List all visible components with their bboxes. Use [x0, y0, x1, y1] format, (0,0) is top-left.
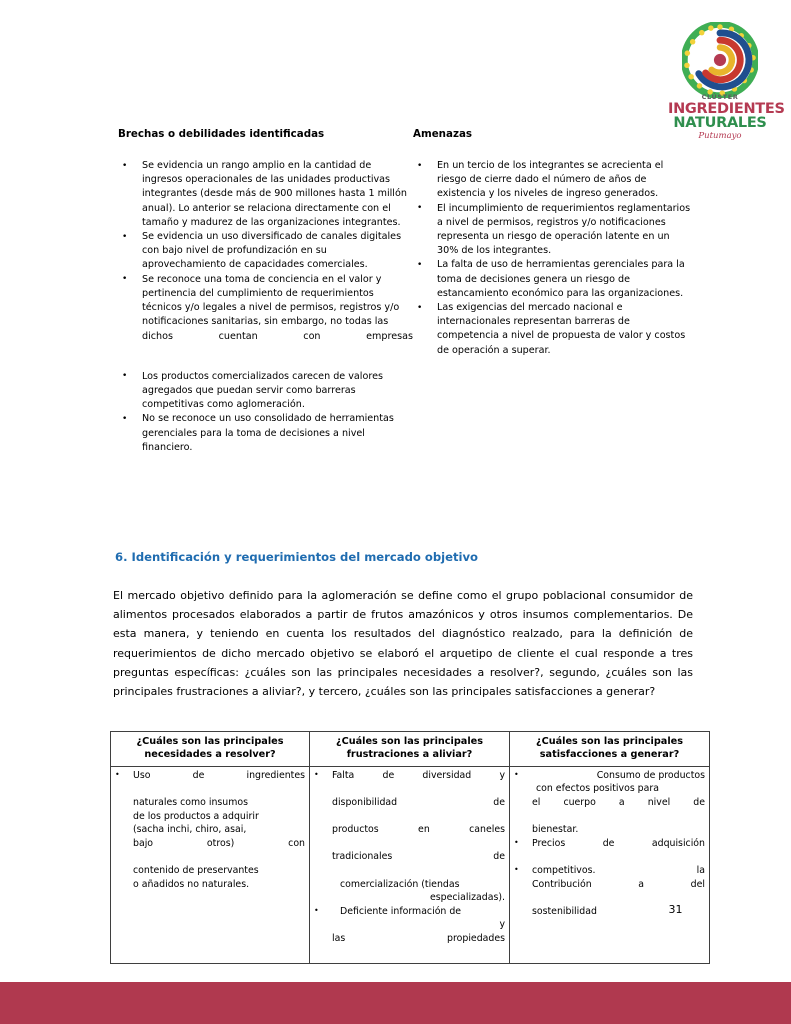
- col3-item1-seg2: con efectos positivos para: [536, 783, 659, 795]
- footer-bar: [0, 982, 791, 1024]
- list-item: [413, 301, 693, 358]
- amenazas-column: [413, 159, 693, 455]
- amenazas-list: [413, 159, 693, 358]
- col2-item1-seg3: productos en caneles: [332, 824, 505, 836]
- column-headers-row: [118, 128, 693, 140]
- list-item: [413, 159, 693, 202]
- frustraciones-list: [312, 769, 505, 959]
- brechas-item-1: Se evidencia un rango amplio en la cantidad de ingresos operacionales de las unidades productivas integrantes (desde más de 900 millones hasta 1 millón anual). Lo anterior se relaciona directamente con el tamaño y madurez de las organizaciones integrantes.: [142, 160, 407, 228]
- amenazas-item-4: Las exigencias del mercado nacional e internacionales representan barreras de competencia a nivel de propuesta de valor y costos de operación a superar.: [437, 302, 686, 356]
- brechas-column: [118, 159, 413, 455]
- amenazas-item-2: El incumplimiento de requerimientos reglamentarios a nivel de permisos, registros y/o notificaciones representa un riesgo de operación latente en un 30% de los integrantes.: [437, 202, 691, 257]
- col2-item2-seg1: • Deficiente información de: [340, 905, 462, 917]
- page-number: [0, 903, 791, 916]
- table-body: [111, 766, 710, 963]
- col1-item1-seg5: bajo otros) con: [133, 837, 305, 849]
- logo-spiral-icon: [682, 22, 758, 98]
- table-header-satisfacciones: ¿Cuáles son las principales satisfacciones a generar?: [510, 732, 710, 767]
- brechas-list: [118, 159, 413, 455]
- col3-item3-seg3: sostenibilidad: [532, 905, 597, 917]
- col3-item3-seg1: • la: [696, 864, 705, 876]
- col1-item1-seg3: de los productos a adquirir: [133, 810, 259, 822]
- brechas-item-3: Se reconoce una toma de conciencia en el valor y pertinencia del cumplimiento de requerimientos técnicos y/o legales a nivel de permisos, registros y/o notificaciones sanitarias, sin embargo, no todas las: [142, 273, 400, 328]
- necesidades-list: [113, 769, 305, 891]
- table-header-row: [111, 732, 710, 767]
- col2-item1-seg1: • Falta de diversidad y: [332, 769, 505, 781]
- swot-columns: [118, 128, 693, 455]
- col3-item2-seg2: competitivos.: [532, 864, 596, 876]
- list-item: [118, 273, 413, 359]
- list-item: [312, 769, 505, 905]
- col1-item1-seg6: contenido de preservantes: [133, 864, 259, 876]
- col3-item3-seg2: Contribución a del: [532, 878, 705, 890]
- list-item: [413, 258, 693, 301]
- col2-item1-seg2: disponibilidad de: [332, 797, 505, 808]
- col1-item1-seg2: naturales como insumos: [133, 797, 249, 808]
- col3-item1-seg3: el cuerpo a nivel de: [532, 797, 705, 808]
- column-bodies-row: [118, 159, 693, 455]
- col3-item2-seg1: • Precios de adquisición: [532, 837, 705, 849]
- list-item: [113, 769, 305, 891]
- amenazas-item-1: En un tercio de los integrantes se acrecienta el riesgo de cierre dado el número de años de existencia y los niveles de ingreso generados.: [437, 160, 664, 200]
- logo-line-ingredientes: INGREDIENTES: [668, 100, 785, 117]
- table-cell-satisfacciones: [510, 766, 710, 963]
- list-item: [118, 412, 413, 455]
- brechas-item-4: Los productos comercializados carecen de valores agregados que puedan servir como barreras competitivas como aglomeración.: [142, 370, 383, 411]
- col2-item2-seg2: y: [499, 919, 505, 931]
- list-item: [413, 202, 693, 259]
- list-item: [118, 230, 413, 273]
- brechas-header: Brechas o debilidades identificadas: [118, 128, 325, 140]
- table-header-frustraciones: ¿Cuáles son las principales frustraciones a aliviar?: [310, 732, 510, 767]
- table-cell-necesidades: [111, 766, 310, 963]
- section-heading: 6. Identificación y requerimientos del mercado objetivo: [115, 550, 479, 564]
- satisfacciones-list: [512, 769, 705, 919]
- logo-subtitle-putumayo: Putumayo: [698, 131, 742, 142]
- table-cell-frustraciones: [310, 766, 510, 963]
- brechas-item-5: No se reconoce un uso consolidado de herramientas gerenciales para la toma de decisiones a nivel financiero.: [142, 413, 394, 453]
- arquetipo-table: [110, 731, 710, 964]
- list-item: [512, 769, 705, 837]
- list-item: [118, 159, 413, 230]
- table-head: [111, 732, 710, 767]
- col1-item1-seg4: (sacha inchi, chiro, asai,: [133, 824, 247, 836]
- col2-item1-seg5: comercialización (tiendas: [340, 878, 460, 890]
- list-item: [118, 370, 413, 413]
- col2-item2-seg3: las propiedades: [332, 932, 505, 944]
- logo-cluster-word: CLÚSTER: [701, 93, 739, 101]
- section-paragraph: El mercado objetivo definido para la aglomeración se define como el grupo poblacional consumidor de alimentos procesados elaborados a partir de frutos amazónicos y otros insumos complementarios. De esta manera, y teniendo en cuenta los resultados del diagnóstico realzado, para la definición de requerimientos de dicho mercado objetivo se elaboró el arquetipo de cliente el cual responde a tres preguntas específicas: ¿cuáles son las principales necesidades a resolver?, segundo, ¿cuáles son las principales frustraciones a aliviar?, y tercero, ¿cuáles son las principales satisfacciones a generar?: [113, 589, 693, 699]
- col3-item1-seg4: bienestar.: [532, 824, 579, 836]
- cluster-logo: [668, 22, 785, 142]
- amenazas-header: Amenazas: [413, 128, 473, 140]
- table-header-necesidades: ¿Cuáles son las principales necesidades a resolver?: [111, 732, 310, 767]
- col3-item1-seg1: • Consumo de productos: [596, 769, 705, 781]
- brechas-item-2: Se evidencia un uso diversificado de canales digitales con bajo nivel de profundización en su aprovechamiento de capacidades comerciales.: [142, 231, 402, 271]
- col2-item1-seg4: tradicionales de: [332, 851, 505, 863]
- page-number-value: 31: [668, 903, 683, 916]
- brechas-item-3-tail: dichos cuentan con empresas: [142, 331, 413, 343]
- col1-item1-seg7: o añadidos no naturales.: [133, 878, 250, 890]
- table-row: [111, 766, 710, 963]
- logo-line-naturales: NATURALES: [673, 115, 767, 132]
- amenazas-item-3: La falta de uso de herramientas gerenciales para la toma de decisiones genera un riesgo de estancamiento económico para las organizaciones.: [437, 259, 685, 299]
- col1-item1-seg1: • Uso de ingredientes: [133, 769, 305, 781]
- col2-item1-seg6: especializadas).: [430, 892, 505, 904]
